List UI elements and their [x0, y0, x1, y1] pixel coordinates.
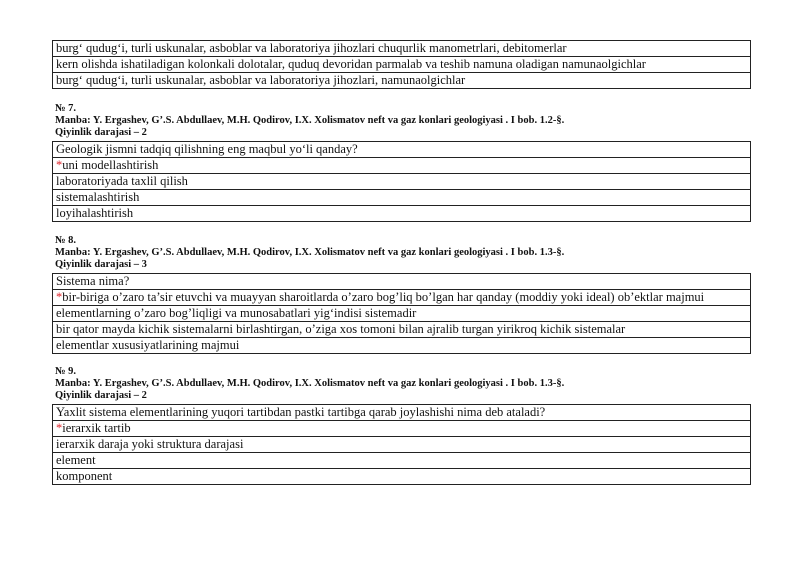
correct-answer-option — [53, 290, 751, 306]
table-row — [53, 190, 751, 206]
correct-answer-option — [53, 158, 751, 174]
table-row — [53, 437, 751, 453]
question-source: Manba: Y. Ergashev, G’.S. Abdullaev, M.H. Qodirov, I.X. Xolismatov neft va gaz konlari geologiyasi . I bob. 1.3-§. — [55, 247, 565, 258]
correct-marker: * — [56, 421, 63, 435]
answer-option: element — [53, 453, 751, 469]
correct-marker: * — [56, 290, 63, 304]
question-text: Sistema nima? — [53, 274, 751, 290]
table-row — [53, 57, 751, 73]
question-source: Manba: Y. Ergashev, G’.S. Abdullaev, M.H. Qodirov, I.X. Xolismatov neft va gaz konlari geologiyasi . I bob. 1.2-§. — [55, 115, 565, 126]
answer-option: elementlar xususiyatlarining majmui — [53, 338, 751, 354]
correct-answer-option — [53, 421, 751, 437]
table-row — [53, 469, 751, 485]
table-row — [53, 41, 751, 57]
table-row — [53, 158, 751, 174]
difficulty-level: Qiyinlik darajasi – 3 — [55, 259, 147, 270]
question-number: № 7. — [55, 103, 77, 114]
table-row — [53, 421, 751, 437]
table-row — [53, 274, 751, 290]
question-table — [52, 404, 751, 485]
question-text: Geologik jismni tadqiq qilishning eng maqbul yo‘li qanday? — [53, 142, 751, 158]
answer-option: bir qator mayda kichik sistemalarni birlashtirgan, o’ziga xos tomoni bilan ajralib turgan yirikroq kichik sistemalar — [53, 322, 751, 338]
answer-option: ierarxik daraja yoki struktura darajasi — [53, 437, 751, 453]
answer-option: laboratoriyada taxlil qilish — [53, 174, 751, 190]
table-row — [53, 73, 751, 89]
answer-option: komponent — [53, 469, 751, 485]
answer-option: burg‘ qudug‘i, turli uskunalar, asboblar va laboratoriya jihozlari, namunaolgichlar — [53, 73, 751, 89]
answer-option: elementlarning o’zaro bog’liqligi va munosabatlari yig‘indisi sistemadir — [53, 306, 751, 322]
table-row — [53, 174, 751, 190]
table-row — [53, 338, 751, 354]
question-source: Manba: Y. Ergashev, G’.S. Abdullaev, M.H. Qodirov, I.X. Xolismatov neft va gaz konlari geologiyasi . I bob. 1.3-§. — [55, 378, 565, 389]
table-row — [53, 405, 751, 421]
question-table — [52, 141, 751, 222]
difficulty-level: Qiyinlik darajasi – 2 — [55, 127, 147, 138]
table-row — [53, 453, 751, 469]
answer-option: sistemalashtirish — [53, 190, 751, 206]
table-row — [53, 306, 751, 322]
question-table — [52, 273, 751, 354]
answer-option: kern olishda ishatiladigan kolonkali dolotalar, quduq devoridan parmalab va teshib namuna oladigan namunaolgichlar — [53, 57, 751, 73]
table-row — [53, 322, 751, 338]
answer-text: ierarxik tartib — [62, 421, 131, 435]
table-row — [53, 142, 751, 158]
answer-text: uni modellashtirish — [62, 158, 159, 172]
answer-text: bir-biriga o’zaro ta’sir etuvchi va muayyan sharoitlarda o’zaro bog’liq bo’lgan har qanday (moddiy yoki ideal) ob’ektlar majmui — [62, 290, 705, 304]
question-number: № 8. — [55, 235, 77, 246]
question-number: № 9. — [55, 366, 77, 377]
table-row — [53, 290, 751, 306]
difficulty-level: Qiyinlik darajasi – 2 — [55, 390, 147, 401]
correct-marker: * — [56, 158, 63, 172]
answer-option: burg‘ qudug‘i, turli uskunalar, asboblar va laboratoriya jihozlari chuqurlik manometrlari, debitomerlar — [53, 41, 751, 57]
top-answer-table — [52, 40, 751, 89]
table-row — [53, 206, 751, 222]
question-text: Yaxlit sistema elementlarining yuqori tartibdan pastki tartibga qarab joylashishi nima deb ataladi? — [53, 405, 751, 421]
answer-option: loyihalashtirish — [53, 206, 751, 222]
